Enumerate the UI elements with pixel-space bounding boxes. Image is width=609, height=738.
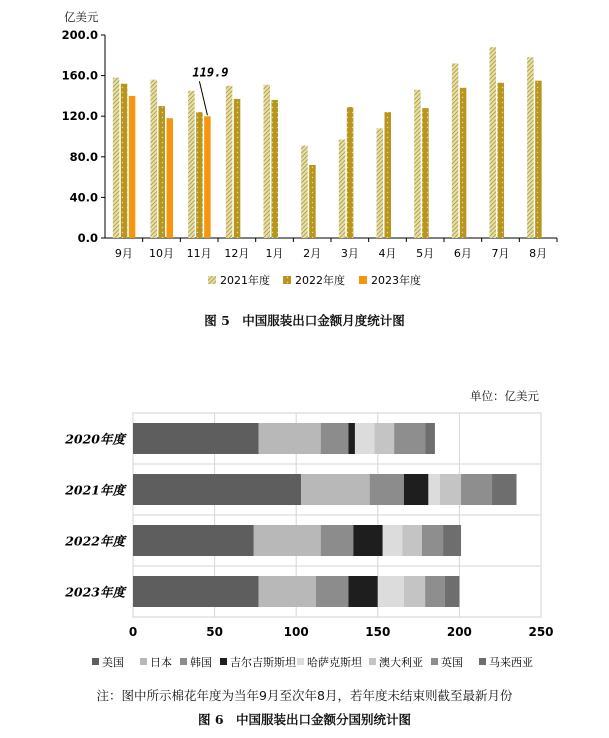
chart2-y-tick-label: 2021年度 <box>65 482 125 498</box>
chart1-y-tick-label: 0.0 <box>77 231 98 245</box>
chart1-unit-label: 亿美元 <box>64 10 99 24</box>
chart1-bar-2022年度-2月 <box>309 165 316 238</box>
chart1-legend-swatch <box>208 276 216 284</box>
chart2-legend-swatch <box>431 658 438 665</box>
chart2-y-tick-label: 2020年度 <box>65 431 125 447</box>
chart2-bar-美国-2020年度 <box>133 423 259 454</box>
chart1-bar-2021年度-1月 <box>264 85 271 238</box>
chart2-x-tick-label: 150 <box>365 625 391 639</box>
chart1-bar-2021年度-10月 <box>151 80 158 238</box>
chart2-bar-韩国-2021年度 <box>370 474 404 505</box>
chart1-legend-label: 2021年度 <box>220 274 270 287</box>
chart1-bar-2022年度-7月 <box>498 83 505 238</box>
chart2-bar-马来西亚-2022年度 <box>443 525 461 556</box>
chart1-y-tick-label: 80.0 <box>69 149 98 164</box>
chart2-legend-label: 吉尔吉斯斯坦 <box>230 656 296 669</box>
chart2-legend-label: 澳大利亚 <box>379 656 423 669</box>
chart2-legend-label: 英国 <box>441 656 463 669</box>
chart2-bar-英国-2020年度 <box>394 423 425 454</box>
chart1-x-tick-label: 8月 <box>529 247 548 260</box>
chart1-legend-label: 2022年度 <box>295 274 345 287</box>
chart1-bar-2022年度-4月 <box>385 112 392 238</box>
chart2-bar-日本-2023年度 <box>259 576 316 607</box>
chart1-bar-2021年度-11月 <box>188 91 195 238</box>
chart2-y-tick-label: 2023年度 <box>65 584 125 600</box>
chart2-legend-swatch <box>479 658 486 665</box>
chart1-bar-2021年度-4月 <box>377 128 384 238</box>
chart1-bar-2022年度-12月 <box>234 99 241 238</box>
chart1-legend-label: 2023年度 <box>371 274 421 287</box>
chart2-bar-日本-2022年度 <box>254 525 321 556</box>
chart1-x-tick-label: 4月 <box>378 247 397 260</box>
chart2-bar-澳大利亚-2022年度 <box>402 525 422 556</box>
chart1-x-tick-label: 11月 <box>186 247 212 260</box>
chart2-legend-swatch <box>220 658 227 665</box>
chart1-y-tick-label: 120.0 <box>61 109 98 124</box>
chart2-x-tick-label: 50 <box>206 625 223 639</box>
chart1-bar-2021年度-7月 <box>490 47 497 238</box>
chart1-legend-swatch <box>283 276 291 284</box>
chart1-x-tick-label: 2月 <box>303 247 322 260</box>
chart1-y-tick-label: 40.0 <box>69 190 98 205</box>
chart2-legend-swatch <box>140 658 147 665</box>
chart2-legend-label: 日本 <box>150 656 172 669</box>
chart1-x-tick-label: 12月 <box>224 247 250 260</box>
chart1-bar-2023年度-11月 <box>204 116 211 238</box>
chart2-bar-日本-2021年度 <box>301 474 370 505</box>
chart2-bar-吉尔吉斯斯坦-2023年度 <box>348 576 377 607</box>
chart1-x-tick-label: 7月 <box>491 247 510 260</box>
chart2-bar-英国-2021年度 <box>461 474 492 505</box>
chart1-bar-2023年度-10月 <box>167 118 174 238</box>
chart2-bar-澳大利亚-2023年度 <box>404 576 425 607</box>
chart1-bar-2021年度-8月 <box>527 57 534 238</box>
chart2-bar-澳大利亚-2021年度 <box>440 474 461 505</box>
chart1-bar-2022年度-8月 <box>535 81 542 238</box>
chart1-bar-2022年度-6月 <box>460 88 467 238</box>
chart1-caption: 图 5 中国服装出口金额月度统计图 <box>204 313 405 328</box>
chart2-bar-澳大利亚-2020年度 <box>375 423 395 454</box>
chart1-bar-2022年度-11月 <box>196 112 203 238</box>
chart2-bar-美国-2022年度 <box>133 525 254 556</box>
chart2-note: 注：图中所示棉花年度为当年9月至次年8月，若年度未结束则截至最新月份 <box>96 688 513 703</box>
chart2-bar-哈萨克斯坦-2023年度 <box>378 576 404 607</box>
chart1-bar-2022年度-3月 <box>347 107 354 238</box>
chart1-y-tick-label: 200.0 <box>61 28 98 42</box>
chart1-x-tick-label: 1月 <box>265 247 284 260</box>
chart2-y-tick-label: 2022年度 <box>65 533 125 549</box>
chart1-bar-2023年度-9月 <box>129 96 136 238</box>
chart1-x-tick-label: 9月 <box>114 247 133 260</box>
chart2-bar-英国-2023年度 <box>425 576 445 607</box>
chart2-bar-美国-2021年度 <box>133 474 301 505</box>
chart1-bar-2022年度-9月 <box>121 84 128 238</box>
chart2-bar-哈萨克斯坦-2021年度 <box>428 474 439 505</box>
chart2-bar-马来西亚-2021年度 <box>492 474 516 505</box>
chart2-bar-韩国-2023年度 <box>316 576 349 607</box>
chart1-annotation-leader <box>199 81 207 115</box>
chart2-x-tick-label: 250 <box>528 625 554 639</box>
chart1-bar-2021年度-2月 <box>301 146 308 238</box>
chart1-bar-2021年度-5月 <box>414 90 421 238</box>
chart2-caption: 图 6 中国服装出口金额分国别统计图 <box>197 712 412 727</box>
chart1-bar-2022年度-1月 <box>272 100 279 238</box>
chart2-bar-英国-2022年度 <box>422 525 443 556</box>
chart2-bar-马来西亚-2020年度 <box>425 423 435 454</box>
chart2-bar-马来西亚-2023年度 <box>445 576 460 607</box>
chart1-bar-2022年度-5月 <box>422 108 429 238</box>
chart2-x-tick-label: 0 <box>128 625 138 639</box>
chart1-x-tick-label: 5月 <box>416 247 435 260</box>
chart1-annotation-label: 119.9 <box>192 65 229 80</box>
chart2-bar-吉尔吉斯斯坦-2021年度 <box>404 474 428 505</box>
chart2-x-tick-label: 200 <box>446 625 472 639</box>
chart2-legend-swatch <box>92 658 99 665</box>
chart2-bar-日本-2020年度 <box>259 423 321 454</box>
chart2-legend-swatch <box>180 658 187 665</box>
chart1-legend-swatch <box>359 276 367 284</box>
chart1-bar-2022年度-10月 <box>159 106 166 238</box>
chart2-legend-label: 韩国 <box>190 656 212 669</box>
chart2-bar-韩国-2020年度 <box>321 423 349 454</box>
chart2-bar-美国-2023年度 <box>133 576 259 607</box>
chart2-legend-label: 马来西亚 <box>489 656 533 669</box>
chart1-x-tick-label: 3月 <box>340 247 359 260</box>
chart1-bar-2021年度-9月 <box>113 78 120 238</box>
chart2-bar-哈萨克斯坦-2020年度 <box>355 423 375 454</box>
chart1-bar-2021年度-12月 <box>226 86 233 238</box>
chart1-bar-2021年度-3月 <box>339 140 346 238</box>
chart2-x-tick-label: 100 <box>283 625 309 639</box>
chart2-bar-韩国-2022年度 <box>321 525 354 556</box>
chart2-legend-label: 美国 <box>102 656 124 669</box>
chart2-bar-吉尔吉斯斯坦-2020年度 <box>348 423 355 454</box>
chart1-bar-2021年度-6月 <box>452 63 459 238</box>
chart2-legend-swatch <box>297 658 304 665</box>
chart2-legend-label: 哈萨克斯坦 <box>307 656 362 669</box>
chart2-unit-label: 单位：亿美元 <box>470 389 539 403</box>
chart2-legend-swatch <box>369 658 376 665</box>
chart1-x-tick-label: 10月 <box>149 247 174 260</box>
chart2-bar-吉尔吉斯斯坦-2022年度 <box>353 525 382 556</box>
chart2-bar-哈萨克斯坦-2022年度 <box>383 525 403 556</box>
chart1-y-tick-label: 160.0 <box>61 68 98 83</box>
chart1-x-tick-label: 6月 <box>453 247 472 260</box>
